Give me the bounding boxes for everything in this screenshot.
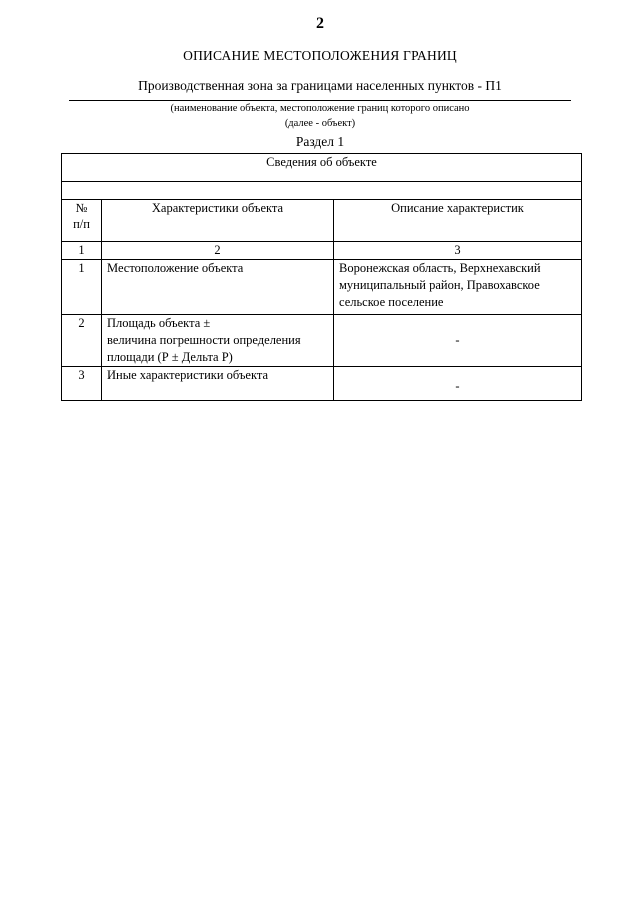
section-title: Раздел 1 (295, 134, 345, 149)
row-description: - (334, 315, 582, 367)
column-number-1: 1 (62, 242, 102, 260)
column-header-number: № п/п (62, 200, 102, 242)
object-name-caption-line-2: (далее - объект) (284, 118, 356, 129)
table-row (62, 315, 582, 367)
table-column-numbers (62, 242, 582, 260)
table-empty-cell (62, 182, 582, 200)
object-name: Производственная зона за границами населенных пунктов - П1 (138, 78, 502, 93)
table-row (62, 260, 582, 315)
row-description: Воронежская область, Верхнехавский муниципальный район, Правохавское сельское поселение (334, 260, 582, 315)
table-column-headers (62, 200, 582, 242)
document-title: ОПИСАНИЕ МЕСТОПОЛОЖЕНИЯ ГРАНИЦ (183, 48, 457, 63)
table-row (62, 367, 582, 401)
row-characteristic: Площадь объекта ± величина погрешности определения площади (Р ± Дельта Р) (102, 315, 334, 367)
table-heading: Сведения об объекте (62, 154, 582, 182)
row-characteristic: Местоположение объекта (102, 260, 334, 315)
object-info-table (61, 153, 582, 401)
row-number: 2 (62, 315, 102, 367)
column-header-characteristic: Характеристики объекта (102, 200, 334, 242)
row-number: 3 (62, 367, 102, 401)
object-name-caption-line-1: (наименование объекта, местоположение границ которого описано (170, 103, 470, 114)
table-empty-row (62, 182, 582, 200)
page-number: 2 (316, 15, 324, 32)
table-heading-row (62, 154, 582, 182)
row-number: 1 (62, 260, 102, 315)
column-number-2: 2 (102, 242, 334, 260)
column-header-description: Описание характеристик (334, 200, 582, 242)
row-characteristic: Иные характеристики объекта (102, 367, 334, 401)
row-description: - (334, 367, 582, 401)
column-number-3: 3 (334, 242, 582, 260)
object-name-underline (69, 100, 571, 101)
